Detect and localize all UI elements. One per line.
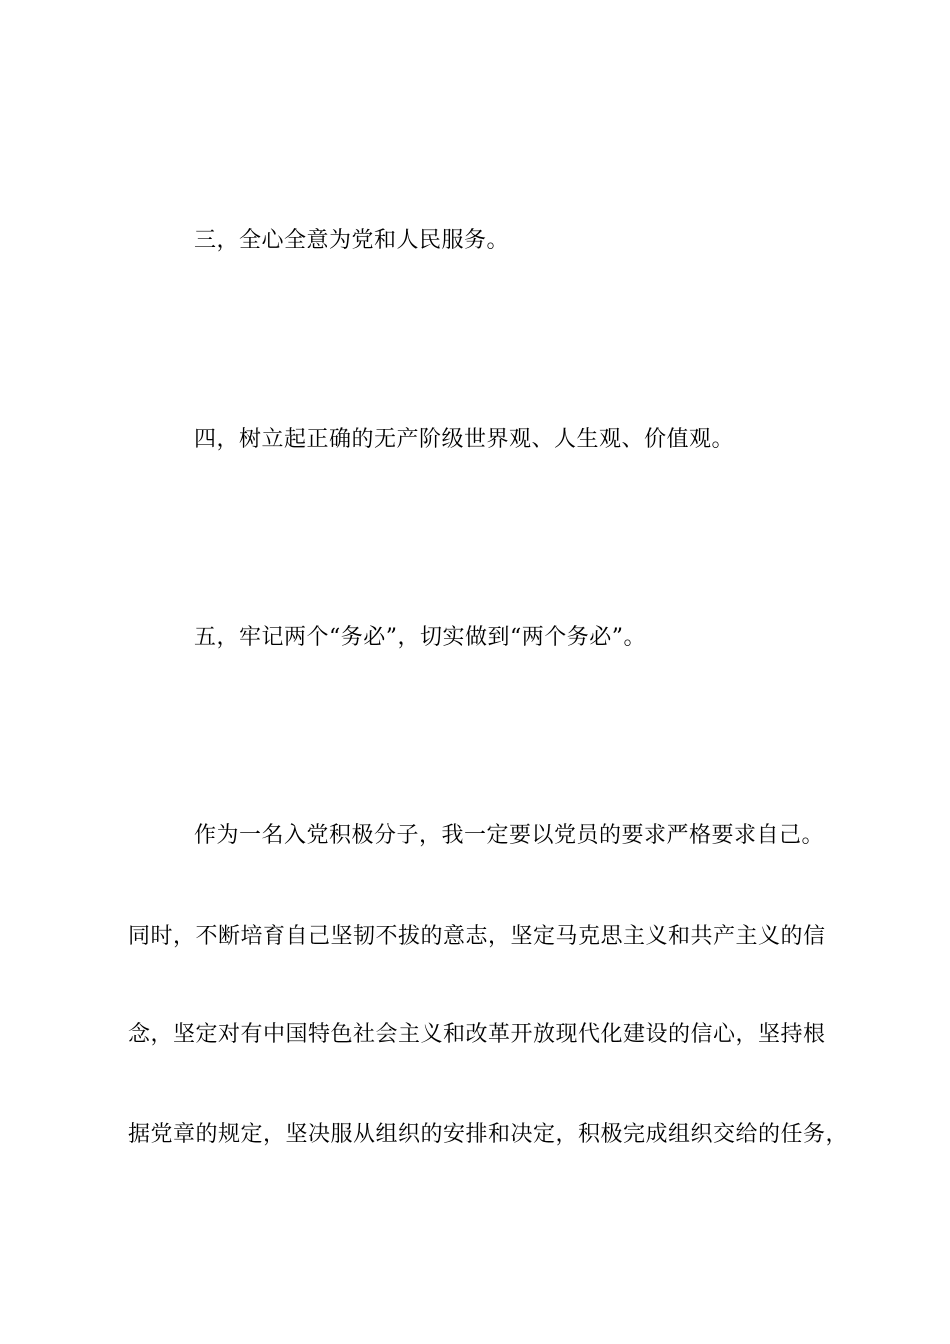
list-item-five: 五，牢记两个“务必”，切实做到“两个务必”。 [194,625,646,650]
paragraph-line-1: 作为一名入党积极分子，我一定要以党员的要求严格要求自己。 [194,823,825,848]
list-item-three: 三，全心全意为党和人民服务。 [194,228,510,253]
paragraph-line-4: 据党章的规定，坚决服从组织的安排和决定，积极完成组织交给的任务， [128,1122,849,1147]
paragraph-line-3: 念，坚定对有中国特色社会主义和改革开放现代化建设的信心，坚持根 [128,1022,826,1047]
paragraph-line-2: 同时，不断培育自己坚韧不拔的意志，坚定马克思主义和共产主义的信 [128,924,826,949]
list-item-four: 四，树立起正确的无产阶级世界观、人生观、价值观。 [194,427,735,452]
